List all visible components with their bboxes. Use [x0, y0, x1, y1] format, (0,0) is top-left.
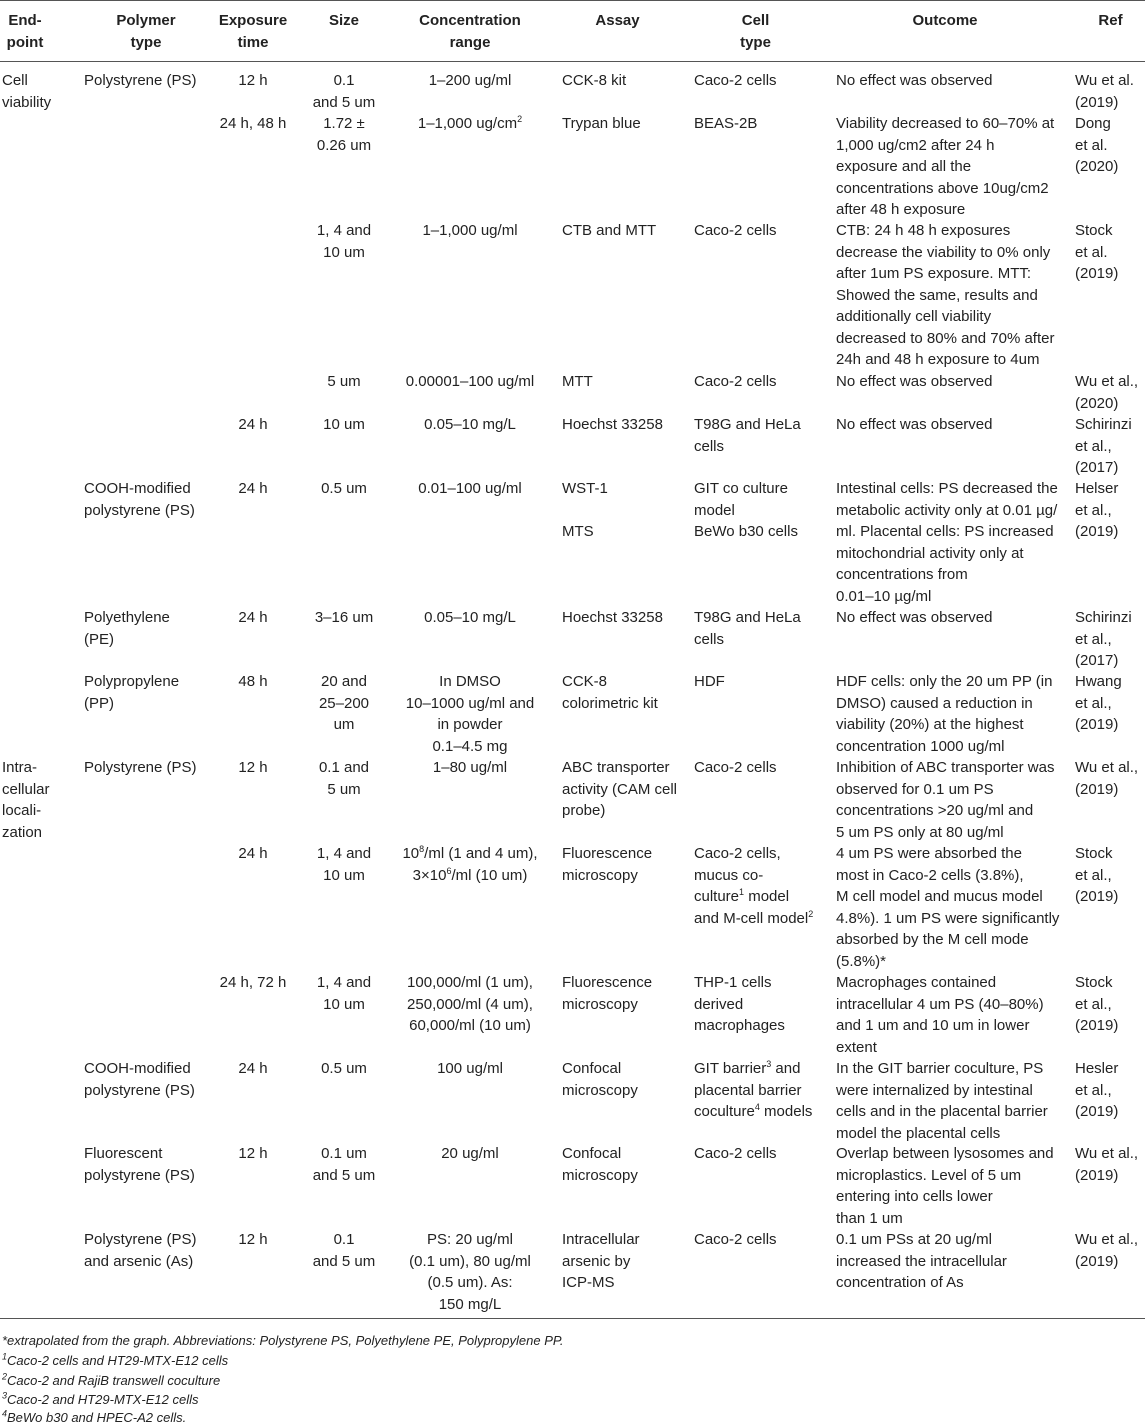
- row-ref: Wu et al. (2019): [1075, 72, 1134, 111]
- row-ref: Wu et al., (2019): [1075, 1145, 1139, 1184]
- footnote-mark: 4: [2, 1408, 8, 1419]
- row-outcome: No effect was observed: [836, 609, 993, 626]
- row-size: 0.1 and 5 um: [312, 1231, 376, 1270]
- row-assay: MTT: [562, 373, 593, 390]
- footnote-text: Caco-2 and RajiB transwell coculture: [7, 1373, 221, 1388]
- row-concentration: 0.01–100 ug/ml: [418, 480, 522, 497]
- row-outcome: 0.1 um PSs at 20 ug/ml increased the intracellular concentration of As: [836, 1231, 1007, 1291]
- header-rule: [0, 61, 1145, 62]
- row-assay: Hoechst 33258: [562, 609, 663, 626]
- row-celltype: T98G and HeLa cells: [694, 416, 801, 455]
- row-exposure: 12 h: [238, 759, 268, 776]
- header-endpoint: End- point: [6, 12, 44, 51]
- header-polymer: Polymer type: [116, 12, 176, 51]
- row-exposure: 12 h: [238, 72, 268, 89]
- row-celltype: GIT barrier$^3$ and placental barrier coculture$^4$ models: [694, 1059, 813, 1120]
- row-outcome: Inhibition of ABC transporter was observed for 0.1 um PS concentrations >20 ug/ml and 5 um PS only at 80 ug/ml: [836, 759, 1055, 841]
- row-outcome: HDF cells: only the 20 um PP (in DMSO) caused a reduction in viability (20%) at the highest concentration 1000 ug/ml: [836, 673, 1053, 755]
- row-ref: Stock et al., (2019): [1075, 974, 1119, 1034]
- row-concentration: 0.05–10 mg/L: [424, 609, 516, 626]
- header-ref: Ref: [1098, 12, 1123, 29]
- row-celltype: Caco-2 cells: [694, 72, 777, 89]
- row-concentration: 1–80 ug/ml: [432, 759, 508, 776]
- row-polymer: Polyethylene (PE): [84, 609, 170, 648]
- row-assay: Fluorescence microscopy: [562, 845, 653, 884]
- bottom-rule: [0, 1318, 1145, 1319]
- row-outcome: 4 um PS were absorbed the most in Caco-2 cells (3.8%), M cell model and mucus model 4.8%). 1 um PS were significantly absorbed by the M cell mode (5.8%)*: [836, 845, 1060, 970]
- row-concentration: [388, 113, 552, 135]
- header-concentration: Concentration range: [419, 12, 521, 51]
- row-celltype: Caco-2 cells: [694, 1145, 777, 1162]
- row-outcome: Macrophages contained intracellular 4 um PS (40–80%) and 1 um and 10 um in lower extent: [836, 974, 1044, 1056]
- row-size: 5 um: [327, 373, 361, 390]
- header-outcome: Outcome: [912, 12, 978, 29]
- row-ref: Hwang et al., (2019): [1075, 673, 1122, 733]
- row-assay: CCK-8 kit: [562, 72, 627, 89]
- row-size: 10 um: [323, 416, 365, 433]
- row-size: 0.1 and 5 um: [318, 759, 370, 798]
- row-size: 0.1 um and 5 um: [312, 1145, 376, 1184]
- row-assay: Trypan blue: [562, 115, 641, 132]
- row-polymer: COOH-modified polystyrene (PS): [84, 1060, 195, 1099]
- row-assay: WST-1 MTS: [562, 480, 608, 540]
- row-outcome: Overlap between lysosomes and microplastics. Level of 5 um entering into cells lower than 1 um: [836, 1145, 1054, 1227]
- row-concentration: 0.00001–100 ug/ml: [405, 373, 535, 390]
- header-exposure: Exposure time: [218, 12, 288, 51]
- row-ref: Dong et al. (2020): [1075, 115, 1119, 175]
- header-celltype: Cell type: [740, 12, 771, 51]
- row-concentration: $10^8/ml$ (1 and 4 um), $3\times 10^6/ml$ (10 um): [402, 844, 538, 884]
- row-size: 20 and 25–200 um: [318, 673, 370, 733]
- row-ref: Helser et al., (2019): [1075, 480, 1119, 540]
- footnote-text: BeWo b30 and HPEC-A2 cells.: [7, 1410, 187, 1425]
- row-size: 3–16 um: [314, 609, 374, 626]
- row-outcome: No effect was observed: [836, 416, 993, 433]
- row-assay: Fluorescence microscopy: [562, 974, 653, 1013]
- row-ref: Hesler et al., (2019): [1075, 1060, 1119, 1120]
- row-ref: Stock et al. (2019): [1075, 222, 1119, 282]
- footnote-text: Caco-2 cells and HT29-MTX-E12 cells: [7, 1353, 229, 1368]
- row-polymer: COOH-modified polystyrene (PS): [84, 480, 195, 519]
- header-assay: Assay: [595, 12, 640, 29]
- superscript: 2: [517, 114, 523, 124]
- row-outcome: Intestinal cells: PS decreased the metabolic activity only at 0.01 µg/ ml. Placental cells: PS increased mitochondrial activity only at concentrations from 0.01–10 µg/ml: [836, 480, 1058, 605]
- row-size: 1.72 ± 0.26 um: [316, 115, 372, 154]
- row-assay: Hoechst 33258: [562, 416, 663, 433]
- row-outcome: CTB: 24 h 48 h exposures decrease the viability to 0% only after 1um PS exposure. MTT: Showed the same, results and additionally cell viability decreased to 80% and 70% after 24h and 48 h exposure to 4um: [836, 222, 1055, 368]
- row-ref: Wu et al., (2019): [1075, 759, 1139, 798]
- row-assay: ABC transporter activity (CAM cell probe): [562, 759, 678, 819]
- row-polymer: Polystyrene (PS): [84, 759, 197, 776]
- footnote: [2, 1353, 228, 1368]
- footnote-text: Caco-2 and HT29-MTX-E12 cells: [7, 1392, 199, 1407]
- footnote: [2, 1333, 564, 1348]
- row-ref: Schirinzi et al., (2017): [1075, 609, 1132, 669]
- row-celltype: GIT co culture model BeWo b30 cells: [694, 480, 798, 540]
- row-celltype: HDF: [694, 673, 725, 690]
- row-celltype: THP-1 cells derived macrophages: [694, 974, 785, 1034]
- row-outcome: In the GIT barrier coculture, PS were internalized by intestinal cells and in the placental barrier model the placental cells: [836, 1060, 1048, 1142]
- row-polymer: Polystyrene (PS) and arsenic (As): [84, 1231, 197, 1270]
- row-concentration-text: 1–1,000 ug/cm: [417, 115, 518, 132]
- row-exposure: 24 h, 72 h: [219, 974, 287, 991]
- row-ref: Wu et al., (2020): [1075, 373, 1139, 412]
- footnote: [2, 1373, 220, 1388]
- row-assay: CTB and MTT: [562, 222, 657, 239]
- row-polymer: Polypropylene (PP): [84, 673, 180, 712]
- row-outcome: Viability decreased to 60–70% at 1,000 ug/cm2 after 24 h exposure and all the concentrations above 10ug/cm2 after 48 h exposure: [836, 115, 1055, 218]
- row-size: 1, 4 and 10 um: [316, 845, 372, 884]
- row-celltype: Caco-2 cells: [694, 222, 777, 239]
- row-celltype: Caco-2 cells: [694, 1231, 777, 1248]
- row-polymer: Polystyrene (PS): [84, 72, 197, 89]
- row-celltype: Caco-2 cells: [694, 759, 777, 776]
- row-exposure: 24 h: [238, 480, 268, 497]
- row-assay: Intracellular arsenic by ICP-MS: [562, 1231, 640, 1291]
- row-ref: Stock et al., (2019): [1075, 845, 1119, 905]
- footnote: [2, 1392, 198, 1407]
- row-celltype: Caco-2 cells, mucus co- culture$^1$ model and M-cell model$^2$: [694, 845, 814, 927]
- header-size: Size: [328, 12, 359, 29]
- footnote: [2, 1410, 186, 1425]
- row-concentration: In DMSO 10–1000 ug/ml and in powder 0.1–4.5 mg: [405, 673, 535, 755]
- footnote-mark: 2: [2, 1371, 8, 1382]
- row-assay: CCK-8 colorimetric kit: [562, 673, 658, 712]
- row-exposure: 24 h: [238, 416, 268, 433]
- footnote-mark: 1: [2, 1351, 8, 1362]
- row-concentration: 0.05–10 mg/L: [424, 416, 516, 433]
- footnote-mark: 3: [2, 1390, 8, 1401]
- row-celltype: Caco-2 cells: [694, 373, 777, 390]
- row-polymer: Fluorescent polystyrene (PS): [84, 1145, 195, 1184]
- top-rule: [0, 0, 1145, 1]
- row-ref: Schirinzi et al., (2017): [1075, 416, 1132, 476]
- row-size: 1, 4 and 10 um: [316, 222, 372, 261]
- row-celltype: T98G and HeLa cells: [694, 609, 801, 648]
- row-concentration: 100,000/ml (1 um), 250,000/ml (4 um), 60,000/ml (10 um): [407, 974, 533, 1034]
- row-exposure: 24 h, 48 h: [219, 115, 287, 132]
- row-exposure: 24 h: [238, 845, 268, 862]
- row-size: 0.5 um: [321, 480, 367, 497]
- row-exposure: 24 h: [238, 609, 268, 626]
- row-assay: Confocal microscopy: [562, 1145, 638, 1184]
- row-concentration: 1–1,000 ug/ml: [422, 222, 518, 239]
- row-exposure: 24 h: [238, 1060, 268, 1077]
- row-concentration: 100 ug/ml: [437, 1060, 503, 1077]
- row-exposure: 48 h: [238, 673, 268, 690]
- row-exposure: 12 h: [238, 1145, 268, 1162]
- row-outcome: No effect was observed: [836, 72, 993, 89]
- footnote-text: *extrapolated from the graph. Abbreviations: Polystyrene PS, Polyethylene PE, Polypropylene PP.: [2, 1333, 564, 1348]
- row-endpoint: Cell viability: [2, 72, 52, 111]
- row-ref: Wu et al., (2019): [1075, 1231, 1139, 1270]
- row-assay: Confocal microscopy: [562, 1060, 638, 1099]
- row-concentration: 1–200 ug/ml: [428, 72, 512, 89]
- row-size: 0.5 um: [321, 1060, 367, 1077]
- row-endpoint: Intra- cellular locali- zation: [2, 759, 50, 841]
- row-concentration: PS: 20 ug/ml (0.1 um), 80 ug/ml (0.5 um). As: 150 mg/L: [409, 1231, 531, 1313]
- row-concentration: 20 ug/ml: [441, 1145, 499, 1162]
- row-celltype: BEAS-2B: [694, 115, 758, 132]
- row-exposure: 12 h: [238, 1231, 268, 1248]
- row-size: 1, 4 and 10 um: [316, 974, 372, 1013]
- row-outcome: No effect was observed: [836, 373, 993, 390]
- row-size: 0.1 and 5 um: [312, 72, 376, 111]
